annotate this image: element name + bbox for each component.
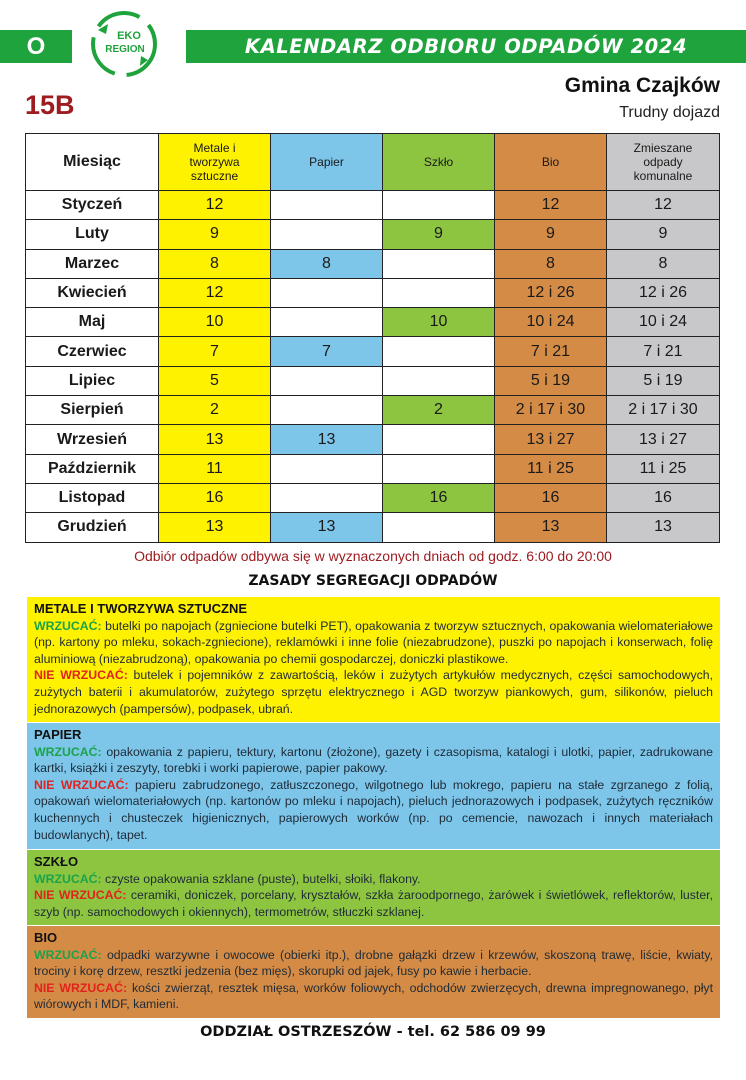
szklo-cell [383, 249, 495, 278]
szklo-cell [383, 454, 495, 483]
month-cell: Maj [26, 308, 159, 337]
month-cell: Styczeń [26, 191, 159, 220]
rules-bio-yes-text: odpadki warzywne i owocowe (obierki itp.), drobne gałązki drzew i krzewów, skoszoną trawę, liście, kwiaty, trociny i korę drzew, resztki jedzenia (bez mięs), skorupki od jajek, fusy po kawie i herbacie. [34, 947, 713, 979]
rules-papier-title: PAPIER [34, 727, 82, 742]
rules-metale-title: METALE I TWORZYWA SZTUCZNE [34, 601, 248, 616]
header-metale [159, 134, 271, 191]
collection-hours-note: Odbiór odpadów odbywa się w wyznaczonych dniach od godz. 6:00 do 20:00 [134, 548, 612, 564]
papier-cell [271, 454, 383, 483]
zmieszane-cell: 2 i 17 i 30 [607, 396, 720, 425]
zmieszane-cell: 12 i 26 [607, 278, 720, 307]
rules-papier-yes-text: opakowania z papieru, tektury, kartonu (złożone), gazety i czasopisma, katalogi i ulotki, papier, zadrukowane kartki, książki i zeszyty, torebki i worki papierowe, papier pakowy. [34, 744, 713, 776]
route-code: 15B [25, 90, 75, 120]
zmieszane-cell: 7 i 21 [607, 337, 720, 366]
rules-metale-yes-label: WRZUCAĆ: [34, 618, 102, 633]
month-cell: Lipiec [26, 366, 159, 395]
rules-bio-no-text: kości zwierząt, resztek mięsa, worków foliowych, odchodów zwierzęcych, drewna impregnowanego, płyt wiórowych i MDF, kamieni. [34, 980, 713, 1012]
metale-cell: 9 [159, 220, 271, 249]
table-row [26, 278, 720, 307]
header-zmieszane-label: Zmieszane odpady komunalne [633, 141, 693, 183]
rules-metale-no-text: butelek i pojemników z zawartością, leków i zużytych artykułów medycznych, części samochodowych, zużytych baterii i akumulatorów, zużytego sprzętu elektrycznego i AGD tworzyw piankowych, gum, silikonów, pieluch jednorazowych (pampersów), podpasek, ubrań. [34, 668, 713, 716]
rules-szklo-yes-label: WRZUCAĆ: [34, 871, 102, 886]
papier-cell [271, 366, 383, 395]
zmieszane-cell: 8 [607, 249, 720, 278]
szklo-cell [383, 191, 495, 220]
logo-text-top: EKO [117, 30, 141, 42]
month-cell: Kwiecień [26, 278, 159, 307]
table-row [26, 513, 720, 542]
rules-bio-yes [34, 947, 713, 980]
table-row [26, 366, 720, 395]
szklo-cell: 2 [383, 396, 495, 425]
szklo-cell: 9 [383, 220, 495, 249]
papier-cell [271, 308, 383, 337]
zmieszane-cell: 16 [607, 483, 720, 512]
papier-cell [271, 483, 383, 512]
metale-cell: 13 [159, 425, 271, 454]
eko-region-logo [88, 8, 160, 80]
szklo-cell [383, 366, 495, 395]
rules-szklo-title: SZKŁO [34, 854, 79, 869]
month-cell: Czerwiec [26, 337, 159, 366]
rules-box-papier [27, 723, 720, 849]
rules-bio-no [34, 980, 713, 1013]
table-row [26, 425, 720, 454]
table-header-row [26, 134, 720, 191]
rules-metale-yes-text: butelki po napojach (zgniecione butelki PET), opakowania z tworzyw sztucznych, opakowania wielomateriałowe (np. kartony po mleku, sokach-zgniecione), reklamówki i inne folie (niezabrudzone), puszki po napojach i konserwach, folię aluminiową (niezabrudzoną), opakowania po chemii gospodarczej, doniczki plastikowe. [34, 618, 713, 666]
rules-papier-no [34, 777, 713, 843]
month-cell: Wrzesień [26, 425, 159, 454]
header-szklo: Szkło [383, 134, 495, 191]
bio-cell: 13 [495, 513, 607, 542]
metale-cell: 13 [159, 513, 271, 542]
logo-text-bottom: REGION [105, 44, 145, 55]
header-metale-label: Metale i tworzywa sztuczne [189, 141, 240, 183]
month-cell: Październik [26, 454, 159, 483]
metale-cell: 8 [159, 249, 271, 278]
metale-cell: 5 [159, 366, 271, 395]
bio-cell: 13 i 27 [495, 425, 607, 454]
month-cell: Sierpień [26, 396, 159, 425]
papier-cell: 13 [271, 425, 383, 454]
table-row [26, 483, 720, 512]
table-row [26, 337, 720, 366]
rules-box-metale [27, 597, 720, 722]
zmieszane-cell: 5 i 19 [607, 366, 720, 395]
table-row [26, 454, 720, 483]
rules-bio-title: BIO [34, 930, 58, 945]
table-row [26, 191, 720, 220]
rules-papier-yes [34, 744, 713, 777]
rules-title: ZASADY SEGREGACJI ODPADÓW [248, 573, 498, 589]
page-title: KALENDARZ ODBIORU ODPADÓW 2024 [244, 35, 688, 58]
gmina-subtitle: Trudny dojazd [619, 104, 720, 121]
header-bio: Bio [495, 134, 607, 191]
rules-szklo-no-text: ceramiki, doniczek, porcelany, kryształów, szkła żaroodpornego, żarówek i świetlówek, reflektorów, luster, szyb (np. samochodowych i okiennych), termometrów, stłuczki szklanej. [34, 888, 714, 919]
zmieszane-cell: 9 [607, 220, 720, 249]
bio-cell: 9 [495, 220, 607, 249]
bio-cell: 7 i 21 [495, 337, 607, 366]
rules-szklo-yes [34, 871, 713, 888]
table-row [26, 396, 720, 425]
bio-cell: 8 [495, 249, 607, 278]
rules-bio-yes-label: WRZUCAĆ: [34, 947, 102, 962]
metale-cell: 12 [159, 278, 271, 307]
month-cell: Grudzień [26, 513, 159, 542]
zmieszane-cell: 13 i 27 [607, 425, 720, 454]
rules-box-bio [27, 926, 720, 1018]
zmieszane-cell: 10 i 24 [607, 308, 720, 337]
rules-szklo-no-label: NIE WRZUCAĆ: [34, 888, 127, 903]
bio-cell: 11 i 25 [495, 454, 607, 483]
rules-papier-no-label: NIE WRZUCAĆ: [34, 777, 129, 792]
bio-cell: 16 [495, 483, 607, 512]
szklo-cell [383, 513, 495, 542]
bio-cell: 10 i 24 [495, 308, 607, 337]
month-cell: Luty [26, 220, 159, 249]
header-bar [186, 30, 746, 63]
rules-metale-no-label: NIE WRZUCAĆ: [34, 668, 128, 683]
metale-cell: 10 [159, 308, 271, 337]
zmieszane-cell: 12 [607, 191, 720, 220]
papier-cell: 7 [271, 337, 383, 366]
papier-cell [271, 396, 383, 425]
papier-cell [271, 220, 383, 249]
zmieszane-cell: 13 [607, 513, 720, 542]
rules-papier-no-text: papieru zabrudzonego, zatłuszczonego, wilgotnego lub mokrego, papieru na stałe zgrzanego z folią, opakowań wielomateriałowych (np. kartonów po mleku i napojach), pieluch jednorazowych i podpasek, zużytych ręczników kuchennych i chusteczek higienicznych, papierowych worków (np. po cemencie, nawozach i innych materiałach budowlanych), tapet. [34, 777, 714, 842]
header-papier: Papier [271, 134, 383, 191]
bio-cell: 12 [495, 191, 607, 220]
rules-metale-yes [34, 618, 713, 668]
metale-cell: 7 [159, 337, 271, 366]
metale-cell: 11 [159, 454, 271, 483]
metale-cell: 16 [159, 483, 271, 512]
table-body [26, 191, 720, 543]
gmina-name: Gmina Czajków [564, 74, 720, 97]
rules-szklo-yes-text: czyste opakowania szklane (puste), butelki, słoiki, flakony. [101, 871, 421, 886]
papier-cell [271, 191, 383, 220]
szklo-cell: 10 [383, 308, 495, 337]
rules-papier-yes-label: WRZUCAĆ: [34, 744, 102, 759]
bio-cell: 5 i 19 [495, 366, 607, 395]
table-row [26, 249, 720, 278]
rules-box-szklo [27, 850, 720, 925]
table-row [26, 308, 720, 337]
papier-cell: 13 [271, 513, 383, 542]
header-letter: O [26, 32, 46, 60]
rules-bio-no-label: NIE WRZUCAĆ: [34, 980, 128, 995]
table-row [26, 220, 720, 249]
header-zmieszane [607, 134, 720, 191]
header-month: Miesiąc [26, 134, 159, 191]
papier-cell: 8 [271, 249, 383, 278]
papier-cell [271, 278, 383, 307]
bio-cell: 12 i 26 [495, 278, 607, 307]
rules-szklo-no [34, 887, 713, 920]
bio-cell: 2 i 17 i 30 [495, 396, 607, 425]
metale-cell: 12 [159, 191, 271, 220]
footer-contact: ODDZIAŁ OSTRZESZÓW - tel. 62 586 09 99 [200, 1024, 546, 1040]
collection-calendar-table [25, 133, 720, 543]
metale-cell: 2 [159, 396, 271, 425]
szklo-cell: 16 [383, 483, 495, 512]
rules-metale-no [34, 667, 713, 717]
header-letter-badge [0, 30, 72, 63]
szklo-cell [383, 337, 495, 366]
szklo-cell [383, 425, 495, 454]
szklo-cell [383, 278, 495, 307]
zmieszane-cell: 11 i 25 [607, 454, 720, 483]
month-cell: Listopad [26, 483, 159, 512]
month-cell: Marzec [26, 249, 159, 278]
